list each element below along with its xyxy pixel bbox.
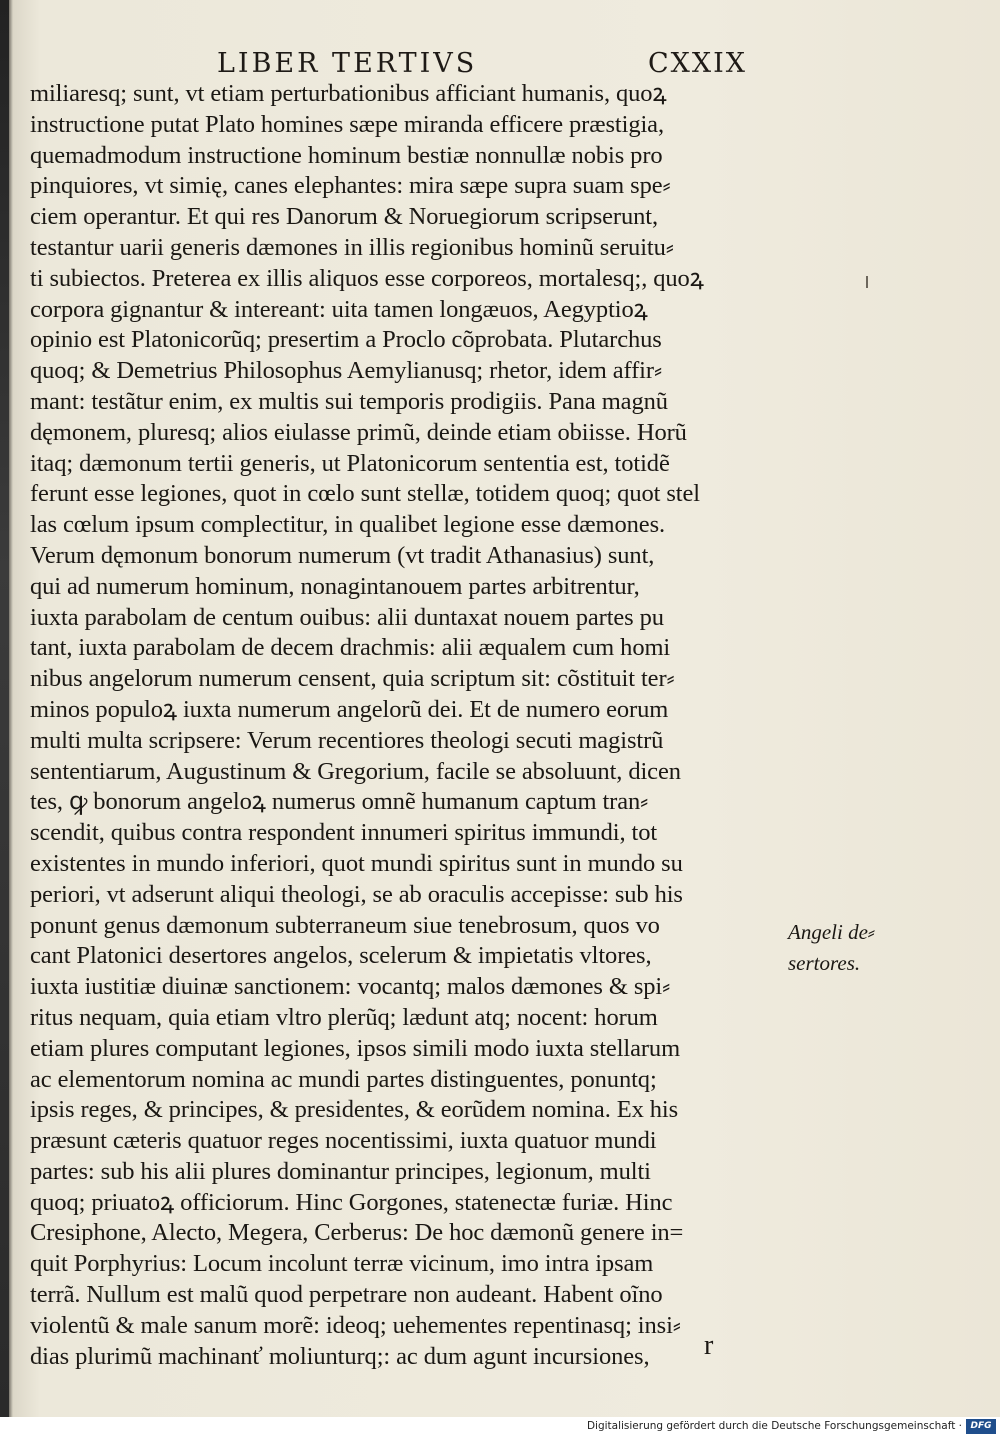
- text-line: ac elementorum nomina ac mundi partes distinguentes, ponuntq;: [30, 1065, 657, 1093]
- text-line: pinquiores, vt simię, canes elephantes: mira sæpe supra suam spe⸗: [30, 172, 671, 200]
- ink-mark: [866, 276, 868, 288]
- text-line: minos populoꝝ iuxta numerum angelorũ dei. Et de numero eorum: [30, 695, 669, 723]
- text-line: ciem operantur. Et qui res Danorum & Noruegiorum scripserunt,: [30, 203, 659, 231]
- text-line: ponunt genus dæmonum subterraneum siue tenebrosum, quos vo: [30, 911, 660, 939]
- text-line: ritus nequam, quia etiam vltro plerũq; lædunt atq; nocent: horum: [30, 1003, 658, 1031]
- marginal-note-line: Angeli de⸗: [788, 920, 875, 944]
- text-line: instructione putat Plato homines sæpe miranda efficere præstigia,: [30, 110, 664, 138]
- text-line: corpora gignantur & intereant: uita tamen longæuos, Aegyptioꝝ: [30, 295, 648, 323]
- text-line: præsunt cæteris quatuor reges nocentissimi, iuxta quatuor mundi: [30, 1127, 657, 1155]
- text-line: Verum dęmonum bonorum numerum (vt tradit Athanasius) sunt,: [30, 541, 655, 569]
- text-line: terrã. Nullum est malũ quod perpetrare non audeant. Habent oĩno: [30, 1281, 663, 1309]
- text-line: sententiarum, Augustinum & Gregorium, facile se absoluunt, dicen: [30, 757, 681, 785]
- text-line: Cresiphone, Alecto, Megera, Cerberus: De hoc dæmonũ genere in=: [30, 1219, 684, 1247]
- funding-credit: Digitalisierung gefördert durch die Deutsche Forschungsgemeinschaft ·: [586, 1420, 962, 1432]
- text-line: itaq; dæmonum tertii generis, ut Platonicorum sententia est, totidẽ: [30, 449, 670, 477]
- text-line: nibus angelorum numerum censent, quia scriptum sit: cõstituit ter⸗: [30, 665, 675, 693]
- text-line: quit Porphyrius: Locum incolunt terræ vicinum, imo intra ipsam: [30, 1250, 654, 1278]
- binding-edge: [0, 0, 9, 1417]
- marginal-note: [788, 917, 898, 979]
- text-line: scendit, quibus contra respondent innumeri spiritus immundi, tot: [30, 819, 658, 847]
- text-line: cant Platonici desertores angelos, scelerum & impietatis vltores,: [30, 942, 652, 970]
- text-line: mant: testãtur enim, ex multis sui temporis prodigiis. Pana magnũ: [30, 387, 668, 415]
- text-line: ferunt esse legiones, quot in cœlo sunt stellæ, totidem quoq; quot stel: [30, 480, 700, 508]
- text-line: partes: sub his alii plures dominantur principes, legionum, multi: [30, 1157, 651, 1185]
- text-line: testantur uarii generis dæmones in illis regionibus hominũ seruitu⸗: [30, 233, 674, 261]
- signature-mark: r: [704, 1330, 714, 1361]
- text-line: qui ad numerum hominum, nonagintanouem partes arbitrentur,: [30, 572, 640, 600]
- text-line: las cœlum ipsum complectitur, in qualibet legione esse dæmones.: [30, 511, 666, 539]
- marginal-note-line: sertores.: [788, 951, 861, 975]
- text-line: periori, vt adserunt aliqui theologi, se ab oraculis accepisse: sub his: [30, 880, 683, 908]
- text-line: iuxta parabolam de centum ouibus: alii duntaxat nouem partes pu: [30, 603, 664, 631]
- text-line: opinio est Platonicorũq; presertim a Proclo cõprobata. Plutarchus: [30, 326, 662, 354]
- text-line: etiam plures computant legiones, ipsos simili modo iuxta stellarum: [30, 1034, 681, 1062]
- folio-number: CXXIX: [648, 48, 747, 79]
- text-line: ipsis reges, & principes, & presidentes, & eorũdem nomina. Ex his: [30, 1096, 679, 1124]
- text-line: iuxta iustitiæ diuinæ sanctionem: vocantq; malos dæmones & spi⸗: [30, 973, 671, 1001]
- text-line: dias plurimũ machinanť moliunturq;: ac dum agunt incursiones,: [30, 1342, 650, 1370]
- text-line: tant, iuxta parabolam de decem drachmis: alii æqualem cum homi: [30, 634, 671, 662]
- text-line: ti subiectos. Preterea ex illis aliquos esse corporeos, mortalesq;, quoꝝ: [30, 264, 704, 292]
- running-head: LIBER TERTIVS: [217, 48, 478, 79]
- text-line: quemadmodum instructione hominum bestiæ nonnullæ nobis pro: [30, 141, 663, 169]
- text-line: quoq; priuatoꝝ officiorum. Hinc Gorgones, statenectæ furiæ. Hinc: [30, 1188, 673, 1216]
- text-line: miliaresq; sunt, vt etiam perturbationibus afficiant humanis, quoꝝ: [30, 80, 667, 107]
- footer-bar: [0, 1417, 1000, 1438]
- text-line: quoq; & Demetrius Philosophus Aemylianusq; rhetor, idem affir⸗: [30, 357, 663, 385]
- dfg-logo: DFG: [966, 1419, 996, 1434]
- text-line: multi multa scripsere: Verum recentiores theologi secuti magistrũ: [30, 726, 664, 754]
- text-line: tes, ꝙ bonorum angeloꝝ numerus omnẽ humanum captum tran⸗: [30, 788, 649, 816]
- text-line: violentũ & male sanum morẽ: ideoq; uehementes repentinasq; insi⸗: [30, 1311, 681, 1339]
- text-line: existentes in mundo inferiori, quot mundi spiritus sunt in mundo su: [30, 849, 683, 877]
- text-line: dęmonem, pluresq; alios eiulasse primũ, deinde etiam obiisse. Horũ: [30, 418, 687, 446]
- body-text-block: [30, 79, 790, 1372]
